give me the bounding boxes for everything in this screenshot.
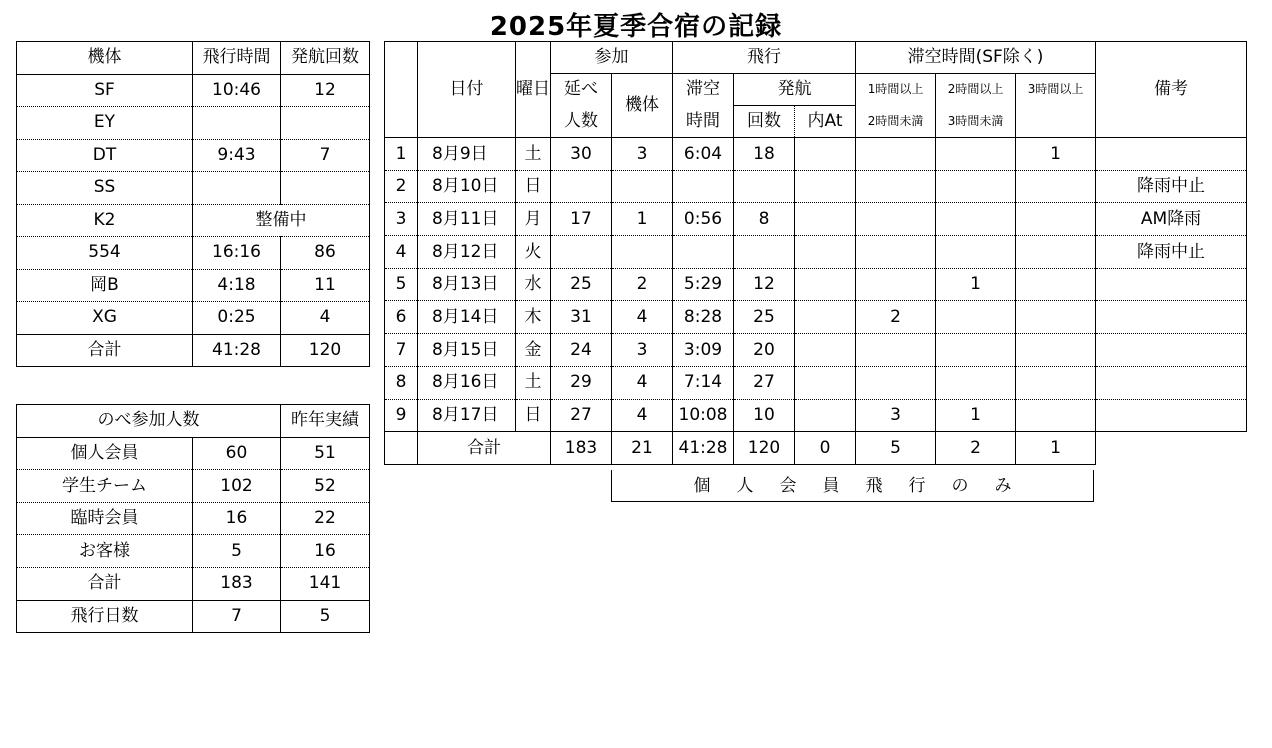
row-at [795, 203, 856, 236]
table-row [385, 334, 1247, 367]
table-row [17, 535, 370, 568]
header-launch-count: 回数 [734, 106, 795, 138]
table-row [17, 204, 370, 237]
aircraft-name: 554 [17, 237, 193, 270]
participant-last-year: 22 [281, 502, 370, 535]
row-aircraft: 4 [612, 301, 673, 334]
row-people [551, 236, 612, 269]
row-aircraft: 2 [612, 268, 673, 301]
table-row [17, 107, 370, 140]
row-h3 [1016, 399, 1096, 432]
row-at [795, 170, 856, 203]
table-row [385, 301, 1247, 334]
aircraft-count: 4 [281, 302, 370, 335]
header-remarks: 備考 [1096, 42, 1247, 138]
header-launch-count: 発航回数 [281, 42, 370, 75]
row-note [1096, 334, 1247, 367]
participant-category: 臨時会員 [17, 502, 193, 535]
participant-count: 5 [193, 535, 281, 568]
row-weekday: 土 [516, 138, 551, 171]
row-airtime: 8:28 [673, 301, 734, 334]
row-aircraft: 3 [612, 138, 673, 171]
row-airtime: 10:08 [673, 399, 734, 432]
header-people-line1: 延べ [551, 74, 612, 106]
row-at [795, 366, 856, 399]
flight-days-value: 7 [193, 600, 281, 633]
row-airtime: 6:04 [673, 138, 734, 171]
footnote: 個人会員飛行のみ [611, 470, 1094, 502]
total-at: 0 [795, 432, 856, 465]
flight-days-label: 飛行日数 [17, 600, 193, 633]
row-launches: 27 [734, 366, 795, 399]
row-no: 4 [385, 236, 418, 269]
row-date: 8月9日 [418, 138, 516, 171]
row-h1 [856, 366, 936, 399]
aircraft-time: 9:43 [193, 139, 281, 172]
row-note [1096, 138, 1247, 171]
row-h2 [936, 366, 1016, 399]
table-row [385, 170, 1247, 203]
table-total-row [385, 432, 1247, 465]
row-people: 17 [551, 203, 612, 236]
aircraft-time: 0:25 [193, 302, 281, 335]
row-airtime [673, 236, 734, 269]
header-flight: 飛行 [673, 42, 856, 74]
table-row [17, 269, 370, 302]
row-weekday: 日 [516, 170, 551, 203]
row-date: 8月13日 [418, 268, 516, 301]
row-h2 [936, 170, 1016, 203]
table-header-row [17, 42, 370, 75]
row-h2 [936, 301, 1016, 334]
table-row [17, 74, 370, 107]
maintenance-status: 整備中 [193, 204, 370, 237]
header-airtime-line2: 時間 [673, 106, 734, 138]
aircraft-time: 16:16 [193, 237, 281, 270]
table-total-row [17, 334, 370, 367]
header-launch-at: 内At [795, 106, 856, 138]
participant-count: 16 [193, 502, 281, 535]
row-weekday: 木 [516, 301, 551, 334]
total-h1: 5 [856, 432, 936, 465]
row-launches [734, 170, 795, 203]
aircraft-name: 岡B [17, 269, 193, 302]
table-row [17, 172, 370, 205]
header-last-year: 昨年実績 [281, 405, 370, 438]
row-h3: 1 [1016, 138, 1096, 171]
total-last-year: 141 [281, 567, 370, 600]
header-aircraft: 機体 [17, 42, 193, 75]
aircraft-name: SF [17, 74, 193, 107]
aircraft-count: 11 [281, 269, 370, 302]
header-airtime: 滞空時間(SF除く) [856, 42, 1096, 74]
table-row [17, 502, 370, 535]
row-note [1096, 366, 1247, 399]
total-label: 合計 [17, 334, 193, 367]
row-date: 8月15日 [418, 334, 516, 367]
flight-days-row [17, 600, 370, 633]
header-over-3h: 3時間以上 [1016, 74, 1096, 106]
participant-count: 102 [193, 470, 281, 503]
row-note: 降雨中止 [1096, 236, 1247, 269]
row-note: AM降雨 [1096, 203, 1247, 236]
header-date: 日付 [418, 42, 516, 138]
total-count: 120 [281, 334, 370, 367]
header-over-2h: 2時間以上 [936, 74, 1016, 106]
total-h3: 1 [1016, 432, 1096, 465]
header-under-2h: 2時間未満 [856, 106, 936, 138]
table-row [385, 138, 1247, 171]
table-row [385, 366, 1247, 399]
row-weekday: 水 [516, 268, 551, 301]
row-h3 [1016, 203, 1096, 236]
aircraft-count: 7 [281, 139, 370, 172]
row-launches: 10 [734, 399, 795, 432]
row-h1 [856, 236, 936, 269]
row-weekday: 日 [516, 399, 551, 432]
total-launches: 120 [734, 432, 795, 465]
row-date: 8月14日 [418, 301, 516, 334]
participant-last-year: 16 [281, 535, 370, 568]
row-h2: 1 [936, 399, 1016, 432]
row-note [1096, 399, 1247, 432]
header-under-3h: 3時間未満 [936, 106, 1016, 138]
participant-count: 60 [193, 437, 281, 470]
row-aircraft: 4 [612, 399, 673, 432]
row-launches: 12 [734, 268, 795, 301]
aircraft-count: 86 [281, 237, 370, 270]
header-participation: 参加 [551, 42, 673, 74]
header-people-line2: 人数 [551, 106, 612, 138]
row-aircraft [612, 236, 673, 269]
row-people: 30 [551, 138, 612, 171]
row-aircraft [612, 170, 673, 203]
header-weekday: 曜日 [516, 42, 551, 138]
table-row [17, 302, 370, 335]
row-note [1096, 301, 1247, 334]
row-people: 29 [551, 366, 612, 399]
table-row [385, 203, 1247, 236]
row-no: 6 [385, 301, 418, 334]
row-weekday: 金 [516, 334, 551, 367]
row-h1 [856, 138, 936, 171]
row-h3 [1016, 268, 1096, 301]
row-h3 [1016, 334, 1096, 367]
row-h2 [936, 203, 1016, 236]
table-row [17, 437, 370, 470]
aircraft-time [193, 172, 281, 205]
row-weekday: 土 [516, 366, 551, 399]
row-people: 31 [551, 301, 612, 334]
row-people [551, 170, 612, 203]
row-h1 [856, 170, 936, 203]
aircraft-name: XG [17, 302, 193, 335]
table-header-row [385, 42, 1247, 74]
row-airtime: 5:29 [673, 268, 734, 301]
row-no: 7 [385, 334, 418, 367]
row-h2 [936, 138, 1016, 171]
header-total-participants: のべ参加人数 [17, 405, 281, 438]
aircraft-time: 4:18 [193, 269, 281, 302]
header-over-1h: 1時間以上 [856, 74, 936, 106]
row-at [795, 268, 856, 301]
aircraft-time [193, 107, 281, 140]
row-h1 [856, 203, 936, 236]
total-label: 合計 [17, 567, 193, 600]
header-flight-time: 飛行時間 [193, 42, 281, 75]
total-aircraft: 21 [612, 432, 673, 465]
aircraft-name: SS [17, 172, 193, 205]
row-launches: 18 [734, 138, 795, 171]
table-row [385, 268, 1247, 301]
aircraft-count: 12 [281, 74, 370, 107]
header-launch: 発航 [734, 74, 856, 106]
row-aircraft: 3 [612, 334, 673, 367]
row-note [1096, 268, 1247, 301]
row-h1 [856, 268, 936, 301]
participant-last-year: 51 [281, 437, 370, 470]
total-people: 183 [551, 432, 612, 465]
row-airtime: 0:56 [673, 203, 734, 236]
row-date: 8月12日 [418, 236, 516, 269]
aircraft-count [281, 172, 370, 205]
header-aircraft-count: 機体 [612, 74, 673, 138]
table-header-row [17, 405, 370, 438]
row-no: 9 [385, 399, 418, 432]
row-h3 [1016, 301, 1096, 334]
aircraft-name: EY [17, 107, 193, 140]
row-weekday: 月 [516, 203, 551, 236]
row-launches: 8 [734, 203, 795, 236]
row-at [795, 236, 856, 269]
flight-days-last-year: 5 [281, 600, 370, 633]
row-date: 8月17日 [418, 399, 516, 432]
page-title: 2025年夏季合宿の記録 [489, 12, 783, 42]
header-airtime-line1: 滞空 [673, 74, 734, 106]
row-no: 5 [385, 268, 418, 301]
row-launches: 20 [734, 334, 795, 367]
row-h3 [1016, 170, 1096, 203]
row-no: 3 [385, 203, 418, 236]
row-launches: 25 [734, 301, 795, 334]
row-h1: 2 [856, 301, 936, 334]
row-people: 25 [551, 268, 612, 301]
participant-category: 個人会員 [17, 437, 193, 470]
row-note: 降雨中止 [1096, 170, 1247, 203]
table-row [385, 236, 1247, 269]
row-h2 [936, 334, 1016, 367]
row-at [795, 138, 856, 171]
row-date: 8月11日 [418, 203, 516, 236]
row-h2: 1 [936, 268, 1016, 301]
row-aircraft: 4 [612, 366, 673, 399]
table-row [385, 399, 1247, 432]
row-people: 24 [551, 334, 612, 367]
row-airtime: 3:09 [673, 334, 734, 367]
header-blank [1016, 106, 1096, 138]
aircraft-table [16, 41, 370, 367]
row-no: 2 [385, 170, 418, 203]
aircraft-name: DT [17, 139, 193, 172]
daily-table [384, 41, 1247, 465]
row-h3 [1016, 236, 1096, 269]
participant-category: 学生チーム [17, 470, 193, 503]
total-label: 合計 [418, 432, 551, 465]
total-no [385, 432, 418, 465]
row-h1 [856, 334, 936, 367]
row-aircraft: 1 [612, 203, 673, 236]
participant-last-year: 52 [281, 470, 370, 503]
table-row [17, 470, 370, 503]
total-blank [1096, 432, 1247, 465]
row-date: 8月10日 [418, 170, 516, 203]
row-h2 [936, 236, 1016, 269]
row-no: 8 [385, 366, 418, 399]
row-launches [734, 236, 795, 269]
total-h2: 2 [936, 432, 1016, 465]
total-count: 183 [193, 567, 281, 600]
row-people: 27 [551, 399, 612, 432]
total-time: 41:28 [193, 334, 281, 367]
table-row [17, 139, 370, 172]
participants-table [16, 404, 370, 633]
row-airtime: 7:14 [673, 366, 734, 399]
aircraft-time: 10:46 [193, 74, 281, 107]
row-no: 1 [385, 138, 418, 171]
table-total-row [17, 567, 370, 600]
row-h3 [1016, 366, 1096, 399]
row-h1: 3 [856, 399, 936, 432]
aircraft-count [281, 107, 370, 140]
table-row [17, 237, 370, 270]
row-at [795, 334, 856, 367]
header-no [385, 42, 418, 138]
row-at [795, 399, 856, 432]
aircraft-name: K2 [17, 204, 193, 237]
row-date: 8月16日 [418, 366, 516, 399]
participant-category: お客様 [17, 535, 193, 568]
row-weekday: 火 [516, 236, 551, 269]
row-airtime [673, 170, 734, 203]
row-at [795, 301, 856, 334]
total-airtime: 41:28 [673, 432, 734, 465]
